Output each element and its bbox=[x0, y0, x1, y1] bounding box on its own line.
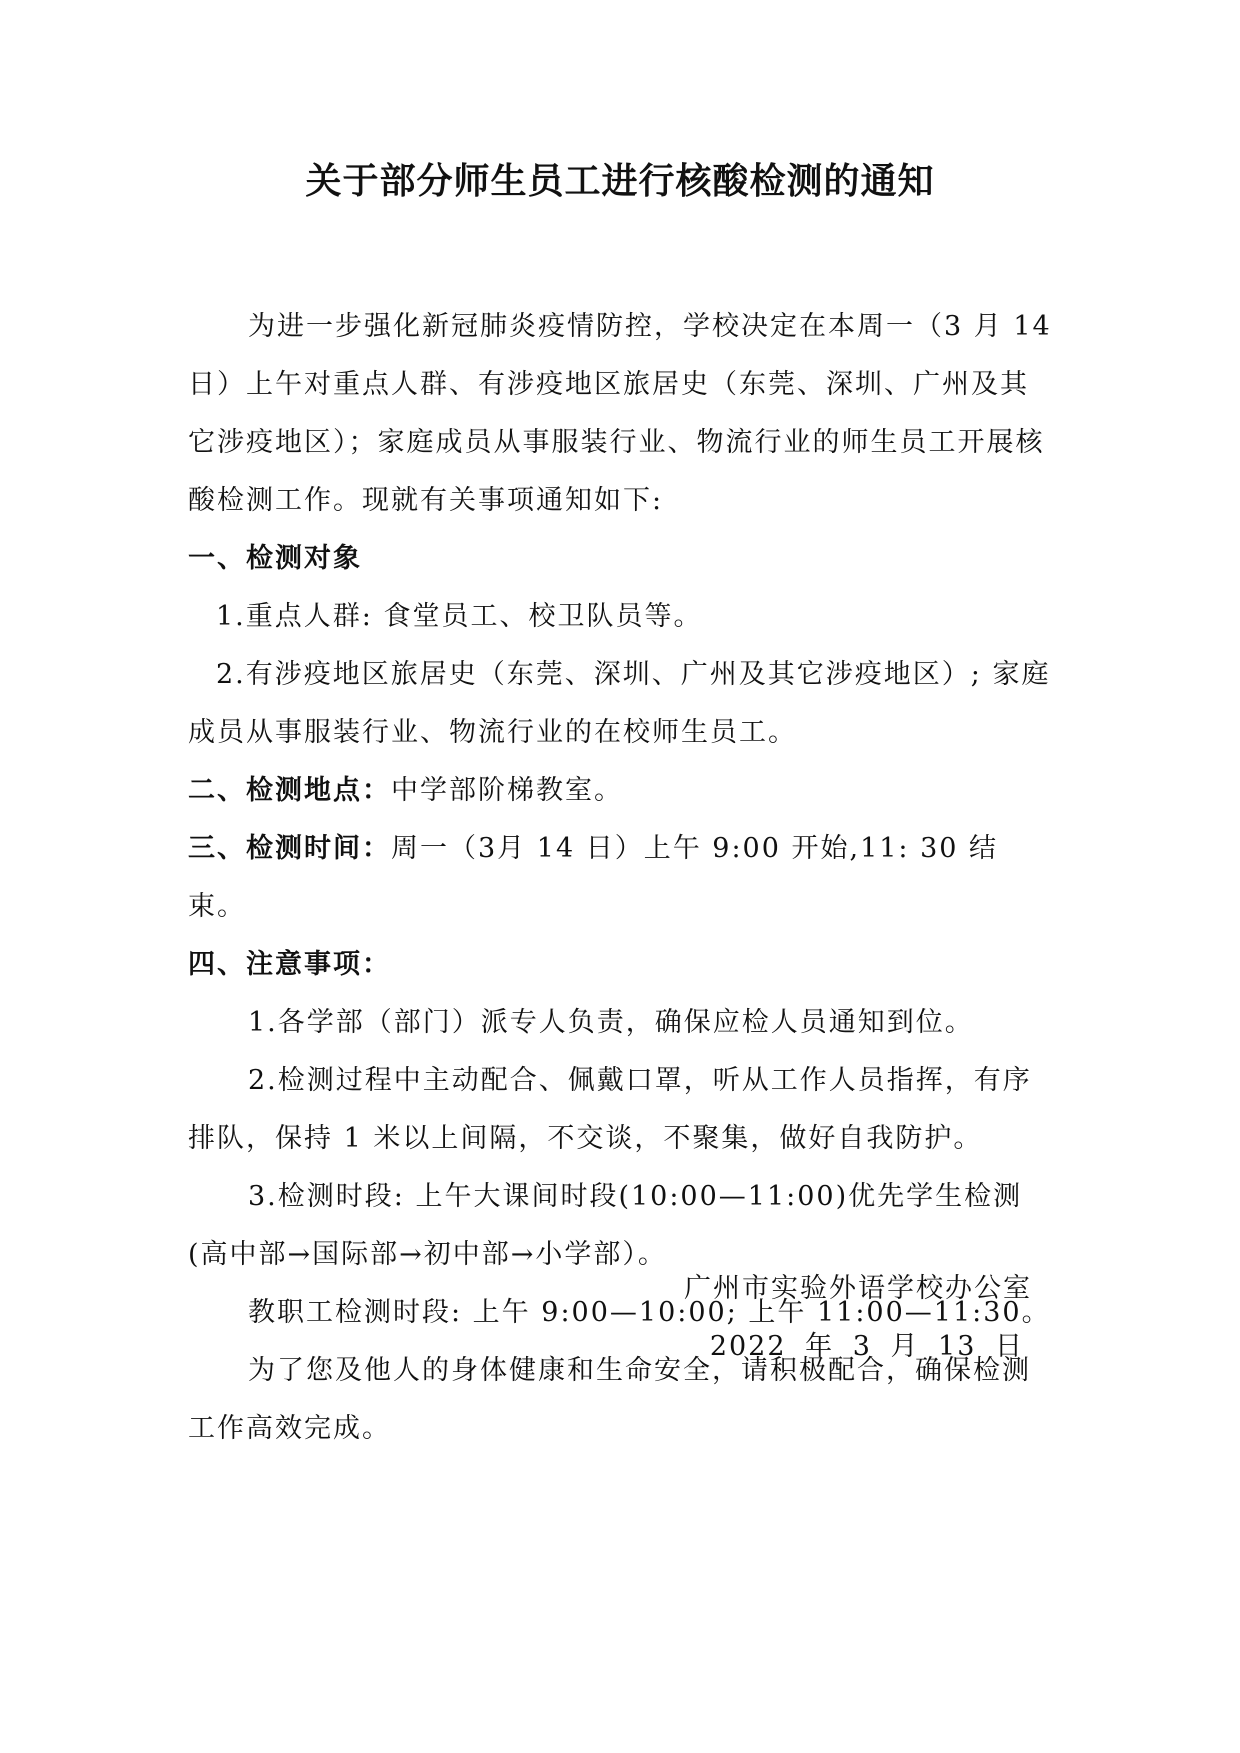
document-title: 关于部分师生员工进行核酸检测的通知 bbox=[305, 161, 935, 202]
section-four-item-2: 2.检测过程中主动配合、佩戴口罩，听从工作人员指挥，有序排队，保持 1 米以上间隔，不交谈，不聚集，做好自我防护。 bbox=[188, 1065, 1032, 1154]
signature-block bbox=[684, 1260, 1032, 1376]
signature-date: 2022 年 3 月 13 日 bbox=[709, 1331, 1024, 1362]
section-three-heading: 三、检测时间： bbox=[188, 833, 391, 864]
intro-paragraph: 为进一步强化新冠肺炎疫情防控，学校决定在本周一（3 月 14 日）上午对重点人群、有涉疫地区旅居史（东莞、深圳、广州及其它涉疫地区）；家庭成员从事服装行业、物流行业的师生员工开展核酸检测工作。现就有关事项通知如下: bbox=[188, 311, 1052, 516]
section-three-text: 周一（3月 14 日）上午 9:00 开始,11: 30 结束。 bbox=[188, 833, 999, 922]
staff-test-time: 教职工检测时段: 上午 9:00—10:00; 上午 11:00—11:30。 bbox=[248, 1297, 1051, 1328]
signature-organization: 广州市实验外语学校办公室 bbox=[684, 1273, 1032, 1304]
section-four-heading: 四、注意事项： bbox=[188, 949, 391, 980]
section-one-heading: 一、检测对象 bbox=[188, 543, 362, 574]
section-one-item-2: 2.有涉疫地区旅居史（东莞、深圳、广州及其它涉疫地区）; 家庭成员从事服装行业、物流行业的在校师生员工。 bbox=[188, 659, 1051, 748]
section-three bbox=[188, 820, 1056, 936]
section-four-item-3: 3.检测时段: 上午大课间时段(10:00—11:00)优先学生检测(高中部→国际部→初中部→小学部）。 bbox=[188, 1181, 1023, 1270]
section-two bbox=[188, 762, 1056, 820]
closing-paragraph: 为了您及他人的身体健康和生命安全，请积极配合，确保检测工作高效完成。 bbox=[188, 1355, 1031, 1444]
section-two-heading: 二、检测地点： bbox=[188, 775, 391, 806]
section-four-item-1: 1.各学部（部门）派专人负责，确保应检人员通知到位。 bbox=[248, 1007, 974, 1038]
section-one-item-1: 1.重点人群: 食堂员工、校卫队员等。 bbox=[216, 601, 703, 632]
section-two-text: 中学部阶梯教室。 bbox=[391, 775, 623, 806]
